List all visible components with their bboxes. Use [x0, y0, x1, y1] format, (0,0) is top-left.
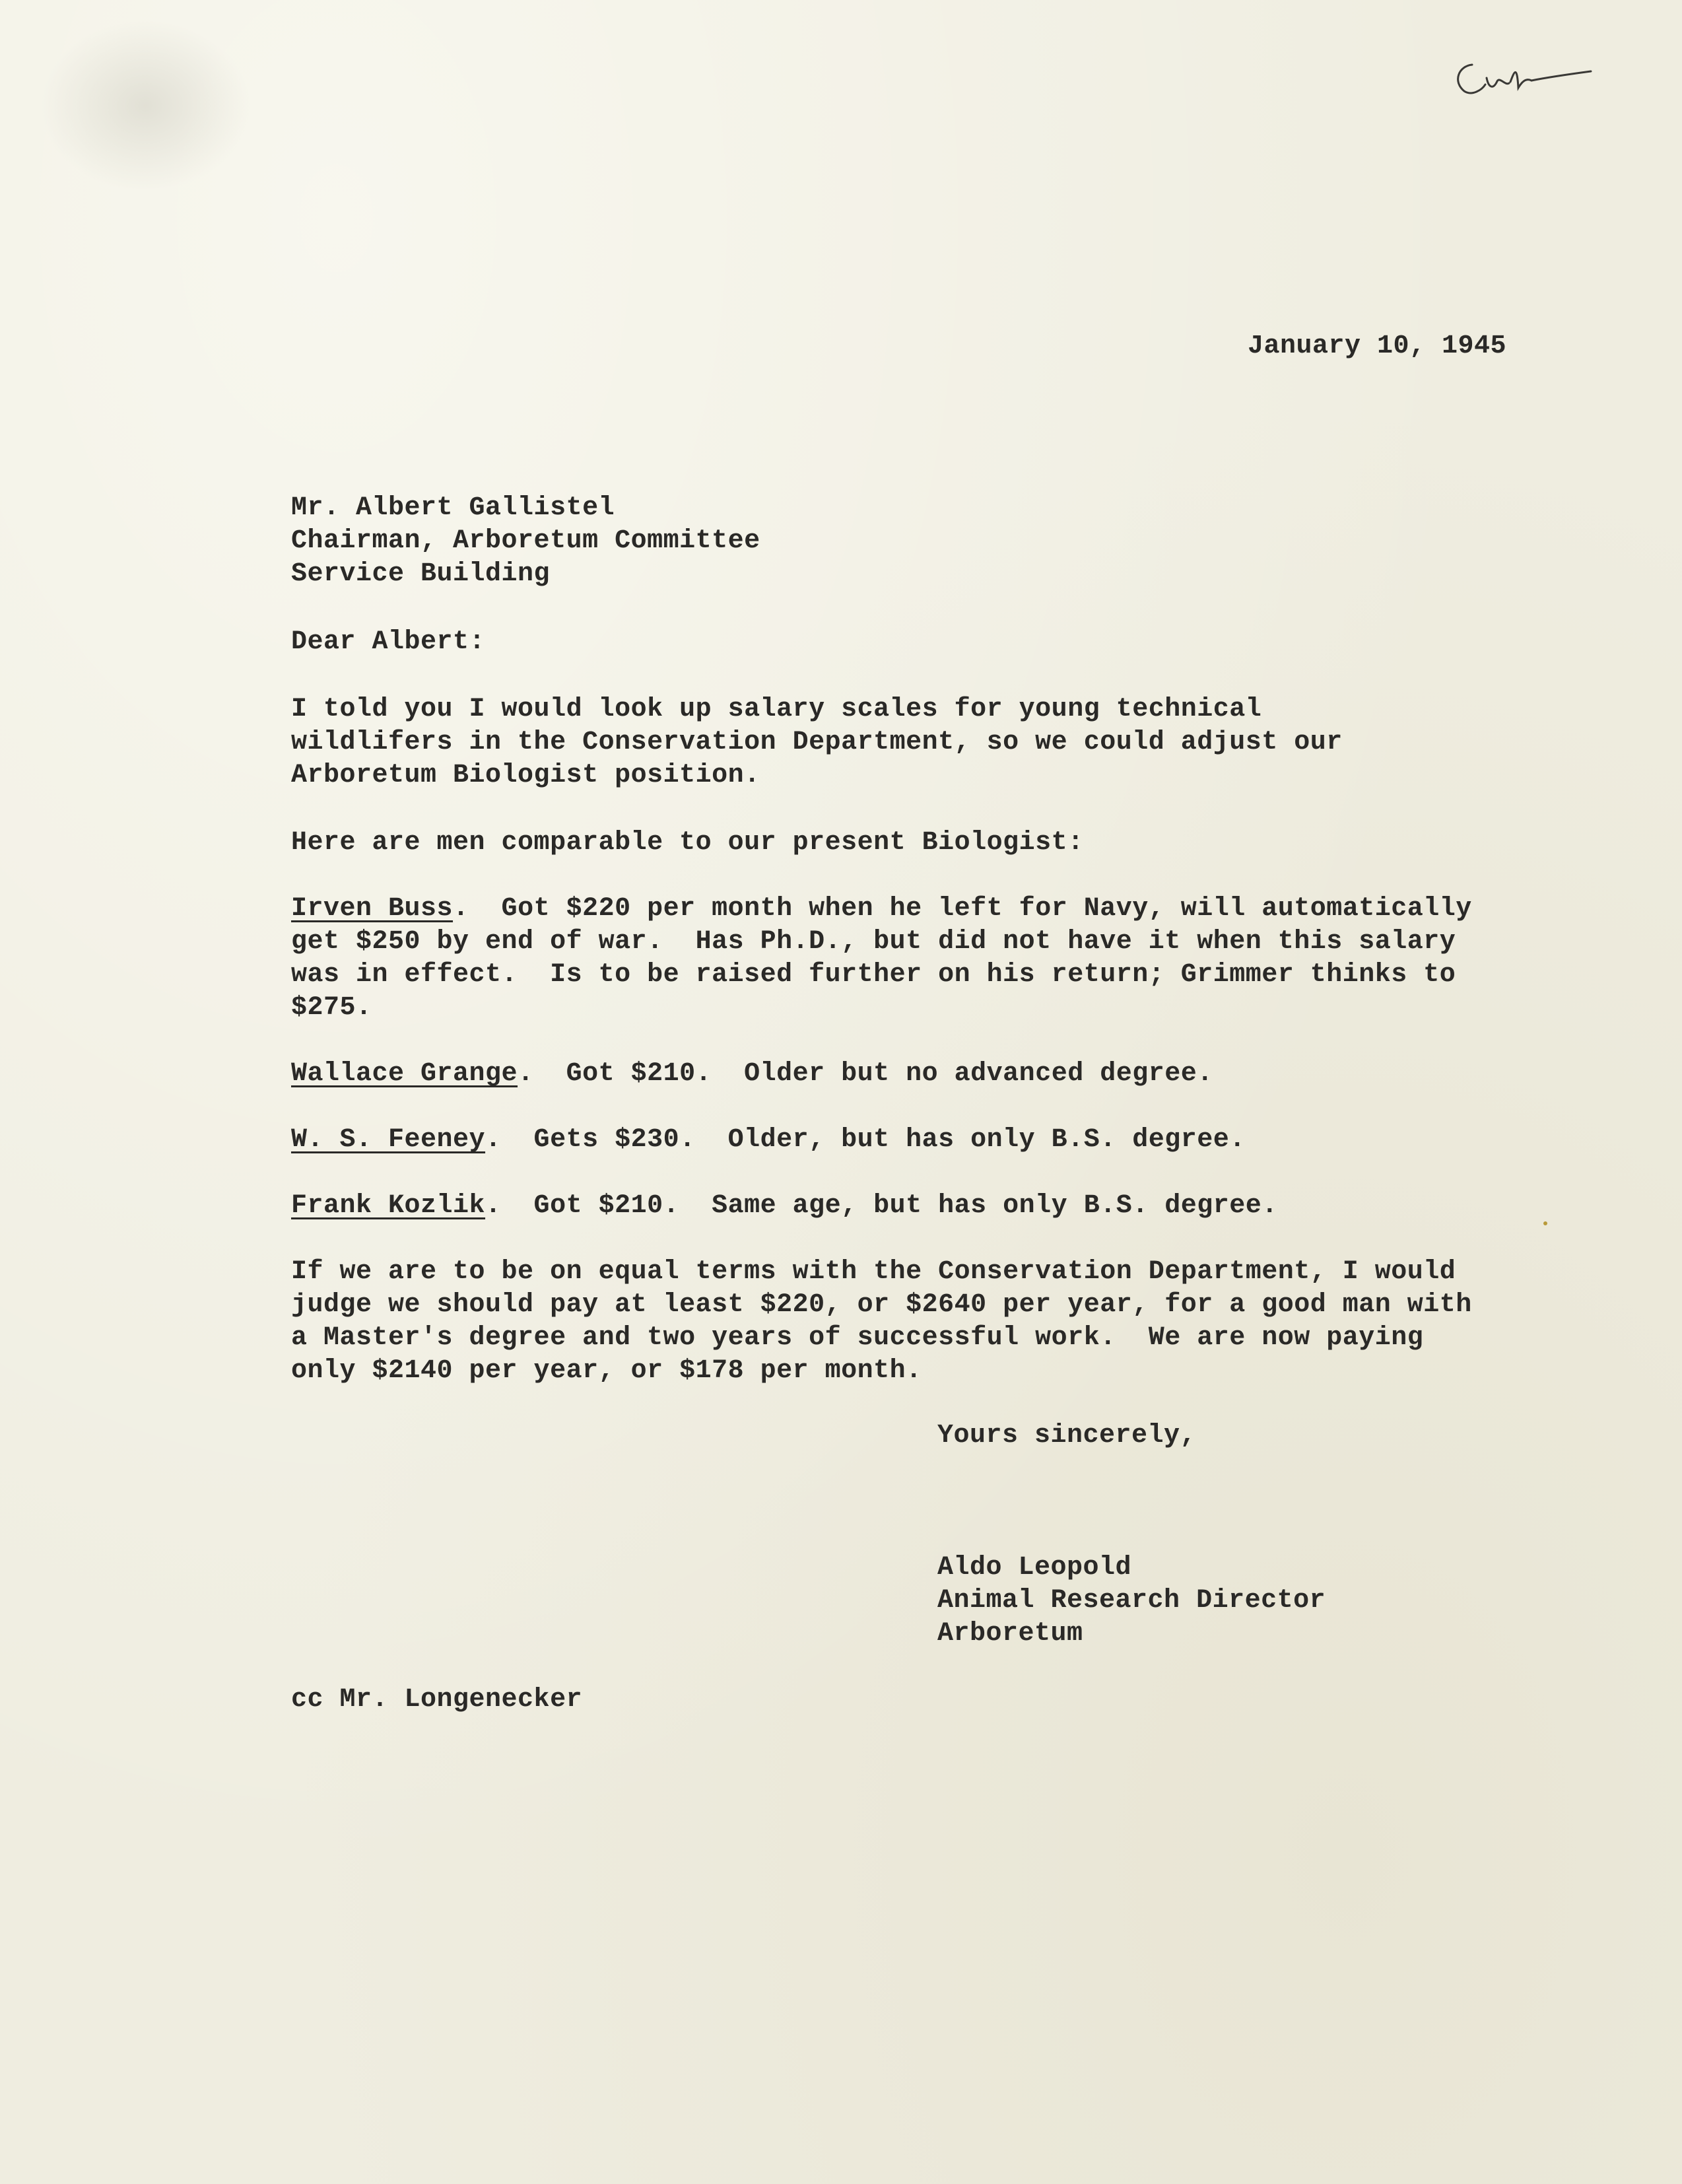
- entry-line: $275.: [291, 993, 372, 1023]
- entry-text: . Got $210. Older but no advanced degree.: [518, 1059, 1213, 1089]
- paragraph-line: Arboretum Biologist position.: [291, 761, 760, 790]
- signature-organization: Arboretum: [937, 1619, 1083, 1649]
- entry-w-s-feeney: [291, 1124, 1246, 1157]
- entry-name: Irven Buss: [291, 894, 454, 924]
- entry-name: Frank Kozlik: [291, 1191, 486, 1221]
- entry-line: was in effect. Is to be raised further on his return; Grimmer thinks to: [291, 960, 1456, 990]
- salutation: Dear Albert:: [291, 627, 486, 657]
- letter-date: January 10, 1945: [1248, 331, 1507, 361]
- entry-text: . Got $210. Same age, but has only B.S. degree.: [485, 1191, 1278, 1221]
- recipient-title: Chairman, Arboretum Committee: [291, 526, 760, 556]
- signature-title: Animal Research Director: [937, 1586, 1326, 1616]
- paper-mark: [1543, 1221, 1547, 1225]
- entry-frank-kozlik: [291, 1190, 1278, 1223]
- entry-text: . Got $220 per month when he left for Navy, will automatically: [453, 894, 1472, 924]
- paragraph-line: I told you I would look up salary scales for young technical: [291, 695, 1262, 724]
- entry-wallace-grange: [291, 1058, 1213, 1091]
- paragraph-line: a Master's degree and two years of successful work. We are now paying: [291, 1323, 1424, 1353]
- entry-name: Wallace Grange: [291, 1059, 518, 1089]
- carbon-copy: cc Mr. Longenecker: [291, 1685, 583, 1715]
- entry-text: . Gets $230. Older, but has only B.S. degree.: [485, 1125, 1246, 1155]
- entry-name: W. S. Feeney: [291, 1125, 486, 1155]
- signature-name: Aldo Leopold: [937, 1553, 1132, 1583]
- paragraph-line: only $2140 per year, or $178 per month.: [291, 1356, 922, 1386]
- recipient-location: Service Building: [291, 559, 551, 589]
- entry-irven-buss: [291, 893, 1472, 926]
- paragraph-line: If we are to be on equal terms with the Conservation Department, I would: [291, 1257, 1456, 1287]
- paragraph-line: wildlifers in the Conservation Department, so we could adjust our: [291, 728, 1343, 757]
- paragraph-line: judge we should pay at least $220, or $2640 per year, for a good man with: [291, 1290, 1472, 1320]
- closing: Yours sincerely,: [937, 1421, 1197, 1450]
- paragraph-line: Here are men comparable to our present Biologist:: [291, 828, 1084, 858]
- entry-line: get $250 by end of war. Has Ph.D., but did not have it when this salary: [291, 927, 1456, 957]
- handwritten-annotation: [1446, 51, 1598, 104]
- recipient-name: Mr. Albert Gallistel: [291, 493, 615, 523]
- paper-smudge: [40, 20, 251, 191]
